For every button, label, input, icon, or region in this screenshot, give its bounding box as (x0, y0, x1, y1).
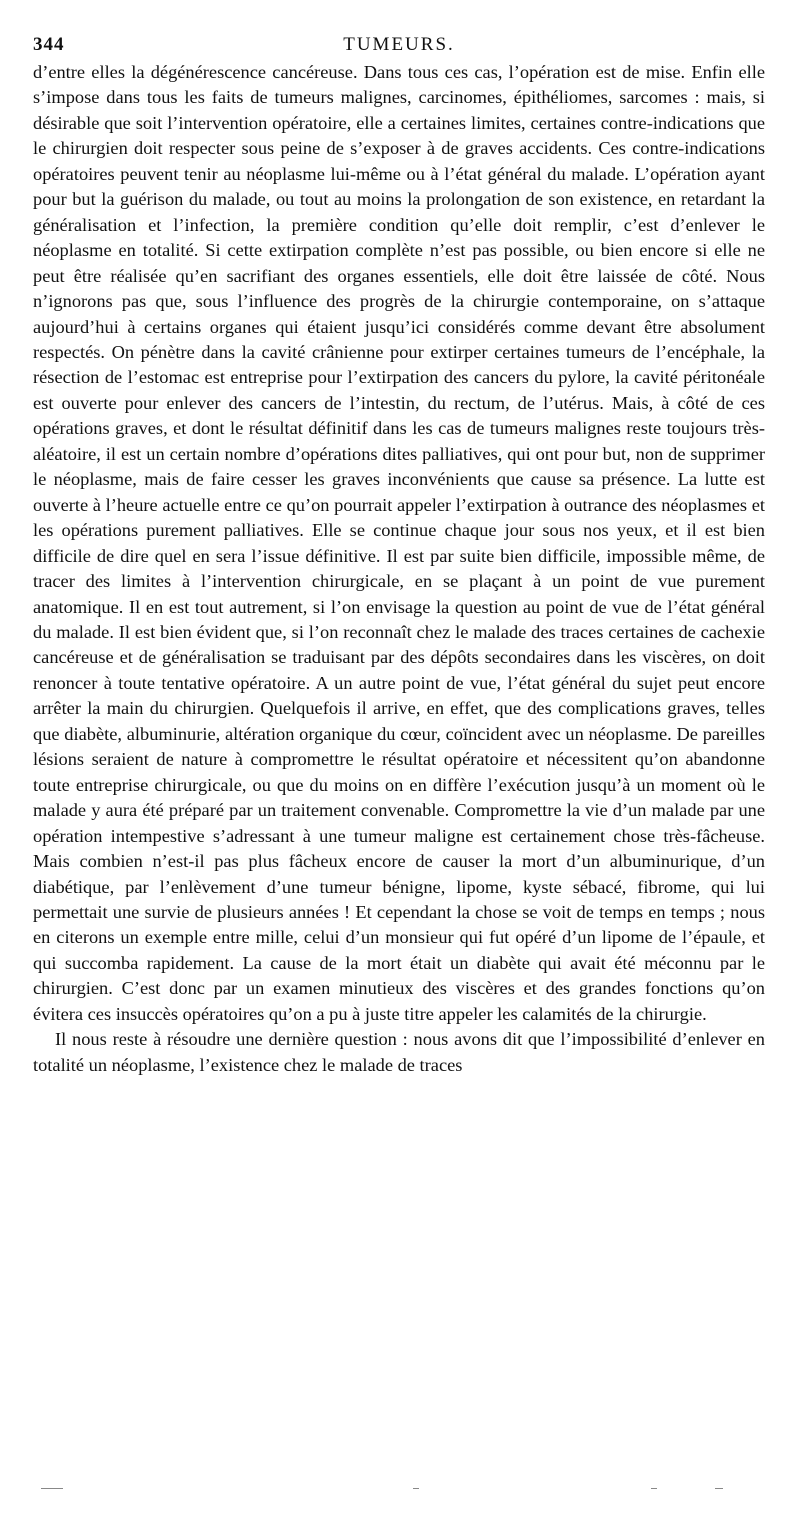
running-title: TUMEURS. (343, 34, 455, 55)
footer-mark (651, 1488, 657, 1489)
footer-scan-marks (33, 1488, 765, 1492)
page-number: 344 (33, 34, 65, 55)
paragraph-new: Il nous reste à résoudre une dernière question : nous avons dit que l’impossibilité d’enlever en totalité un néoplasme, l’existence chez le malade de traces (33, 1029, 765, 1075)
paragraph-continued: d’entre elles la dégénérescence cancéreuse. Dans tous ces cas, l’opération est de mise. Enfin elle s’impose dans tous les faits de tumeurs malignes, carcinomes, épithéliomes, sarcomes : mais, si désirable que soit l’intervention opératoire, elle a certaines limites, certaines contre-indications que le chirurgien doit respecter sous peine de s’exposer à de graves accidents. Ces contre-indications opératoires peuvent tenir au néoplasme lui-même ou à l’état général du malade. L’opération ayant pour but la guérison du malade, ou tout au moins la prolongation de son existence, en retardant la généralisation et l’infection, la première condition qu’elle doit remplir, c’est d’enlever le néoplasme en totalité. Si cette extirpation complète n’est pas possible, ou bien encore si elle ne peut être réalisée qu’en sacrifiant des organes essentiels, elle doit être laissée de côté. Nous n’ignorons pas que, sous l’influence des progrès de la chirurgie contemporaine, on s’attaque aujourd’hui à certains organes qui étaient jusqu’ici considérés comme devant être absolument respectés. On pénètre dans la cavité crânienne pour extirper certaines tumeurs de l’encéphale, la résection de l’estomac est entreprise pour l’extirpation des cancers du pylore, la cavité péritonéale est ouverte pour enlever des cancers de l’intestin, du rectum, de l’utérus. Mais, à côté de ces opérations graves, et dont le résultat définitif dans les cas de tumeurs malignes reste toujours très-aléatoire, il est un certain nombre d’opérations dites palliatives, qui ont pour but, non de supprimer le néoplasme, mais de faire cesser les graves inconvénients que cause sa présence. La lutte est ouverte à l’heure actuelle entre ce qu’on pourrait appeler l’extirpation à outrance des néoplasmes et les opérations purement palliatives. Elle se continue chaque jour sous nos yeux, et il est bien difficile de dire quel en sera l’issue définitive. Il est par suite bien difficile, impossible même, de tracer des limites à l’intervention chirurgicale, en se plaçant à un point de vue purement anatomique. Il en est tout autrement, si l’on envisage la question au point de vue de l’état général du malade. Il est bien évident que, si l’on reconnaît chez le malade des traces certaines de cachexie cancéreuse et de généralisation se traduisant par des dépôts secondaires dans les viscères, on doit renoncer à toute tentative opératoire. A un autre point de vue, l’état général du sujet peut encore arrêter la main du chirurgien. Quelquefois il arrive, en effet, que des complications graves, telles que diabète, albuminurie, altération organique du cœur, coïncident avec un néoplasme. De pareilles lésions seraient de nature à compromettre le résultat opératoire et nécessitent qu’on abandonne toute entreprise chirurgicale, ou que du moins on en diffère l’exécution jusqu’à un moment où le malade y aura été préparé par un traitement convenable. Compromettre la vie d’un malade par une opération intempestive s’adressant à une tumeur maligne est certainement chose très-fâcheuse. Mais combien n’est-il pas plus fâcheux encore de causer la mort d’un albuminurique, d’un diabétique, par l’enlèvement d’une tumeur bénigne, lipome, kyste sébacé, fibrome, qui lui permettait une survie de plusieurs années ! Et cependant la chose se voit de temps en temps ; nous en citerons un exemple entre mille, celui d’un monsieur qui fut opéré d’un lipome de l’épaule, et qui succomba rapidement. La cause de la mort était un diabète qui avait été méconnu par le chirurgien. C’est donc par un examen minutieux des viscères et des grandes fonctions qu’on évitera ces insuccès opératoires qu’on a pu à juste titre appeler les calamités de la chirurgie. (33, 62, 765, 1024)
body-text (33, 60, 765, 1078)
footer-mark (715, 1488, 723, 1489)
footer-mark (41, 1488, 63, 1489)
book-page (33, 30, 765, 1078)
running-header (33, 30, 765, 60)
footer-mark (413, 1488, 419, 1489)
